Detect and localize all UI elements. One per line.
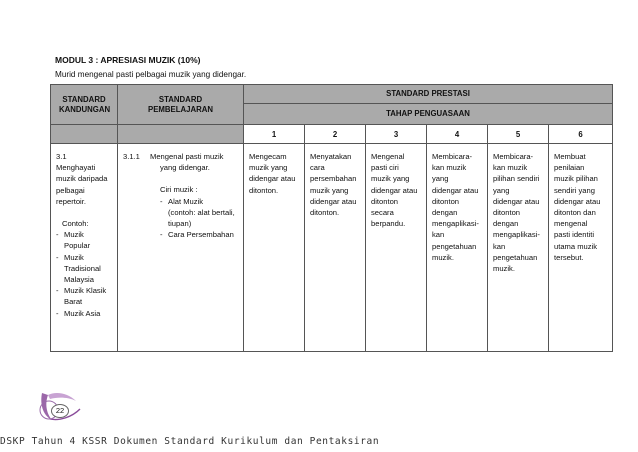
level-2-cell: Menyatakan cara persembahan muzik yang didengar atau ditonton. (305, 144, 366, 352)
header-tahap-penguasaan: TAHAP PENGUASAAN (244, 104, 613, 125)
header-standard-kandungan: STANDARD KANDUNGAN (51, 85, 118, 125)
ciri-item: - Cara Persembahan (160, 230, 234, 240)
footer-text: DSKP Tahun 4 KSSR Dokumen Standard Kurikulum dan Pentaksiran (0, 436, 380, 447)
level-number: 4 (427, 125, 488, 144)
ciri-item: - Alat Muzik (contoh: alat bertali, tiupan) (160, 196, 235, 229)
contoh-item: - Muzik Tradisional Malaysia (56, 252, 101, 285)
standards-table (50, 84, 613, 352)
sk-line: muzik daripada (56, 174, 108, 184)
contoh-item: - Muzik Popular (56, 230, 91, 251)
ciri-label: Ciri muzik : (160, 185, 198, 195)
sk-line: pelbagai (56, 185, 85, 195)
header-empty-sp (118, 125, 244, 144)
level-6-cell: Membuat penilaian muzik pilihan sendiri yang didengar atau ditonton dan mengenal pasti identiti utama muzik tersebut. (549, 144, 613, 352)
standard-kandungan-cell (51, 144, 118, 352)
sk-line: 3.1 (56, 152, 67, 161)
contoh-label: Contoh: (62, 219, 89, 229)
sp-code: 3.1.1 (123, 152, 140, 161)
level-4-cell: Membicara- kan muzik yang didengar atau ditonton dengan mengaplikasi- kan pengetahuan muzik. (427, 144, 488, 352)
level-number: 3 (366, 125, 427, 144)
standard-pembelajaran-cell (118, 144, 244, 352)
sp-text: Mengenal pasti muzik (150, 152, 224, 161)
level-number: 1 (244, 125, 305, 144)
header-standard-prestasi: STANDARD PRESTASI (244, 85, 613, 104)
contoh-item: - Muzik Asia (56, 308, 101, 318)
sp-text: yang didengar. (160, 163, 210, 173)
modul-subtitle: Murid mengenal pasti pelbagai muzik yang didengar. (55, 70, 247, 79)
level-1-cell: Mengecam muzik yang didengar atau ditonton. (244, 144, 305, 352)
level-number: 2 (305, 125, 366, 144)
sk-line: Menghayati (56, 163, 96, 173)
sk-line: repertoir. (56, 196, 86, 206)
modul-title: MODUL 3 : APRESIASI MUZIK (10%) (55, 55, 201, 65)
level-3-cell: Mengenal pasti ciri muzik yang didengar atau ditonton secara berpandu. (366, 144, 427, 352)
level-number: 6 (549, 125, 613, 144)
level-number: 5 (488, 125, 549, 144)
level-5-cell: Membicara- kan muzik pilihan sendiri yang didengar atau ditonton dengan mengaplikasi- kan pengetahuan muzik. (488, 144, 549, 352)
header-standard-pembelajaran: STANDARD PEMBELAJARAN (118, 85, 244, 125)
header-empty-sk (51, 125, 118, 144)
contoh-item: - Muzik Klasik Barat (56, 286, 107, 307)
page-number: 22 (51, 404, 69, 418)
